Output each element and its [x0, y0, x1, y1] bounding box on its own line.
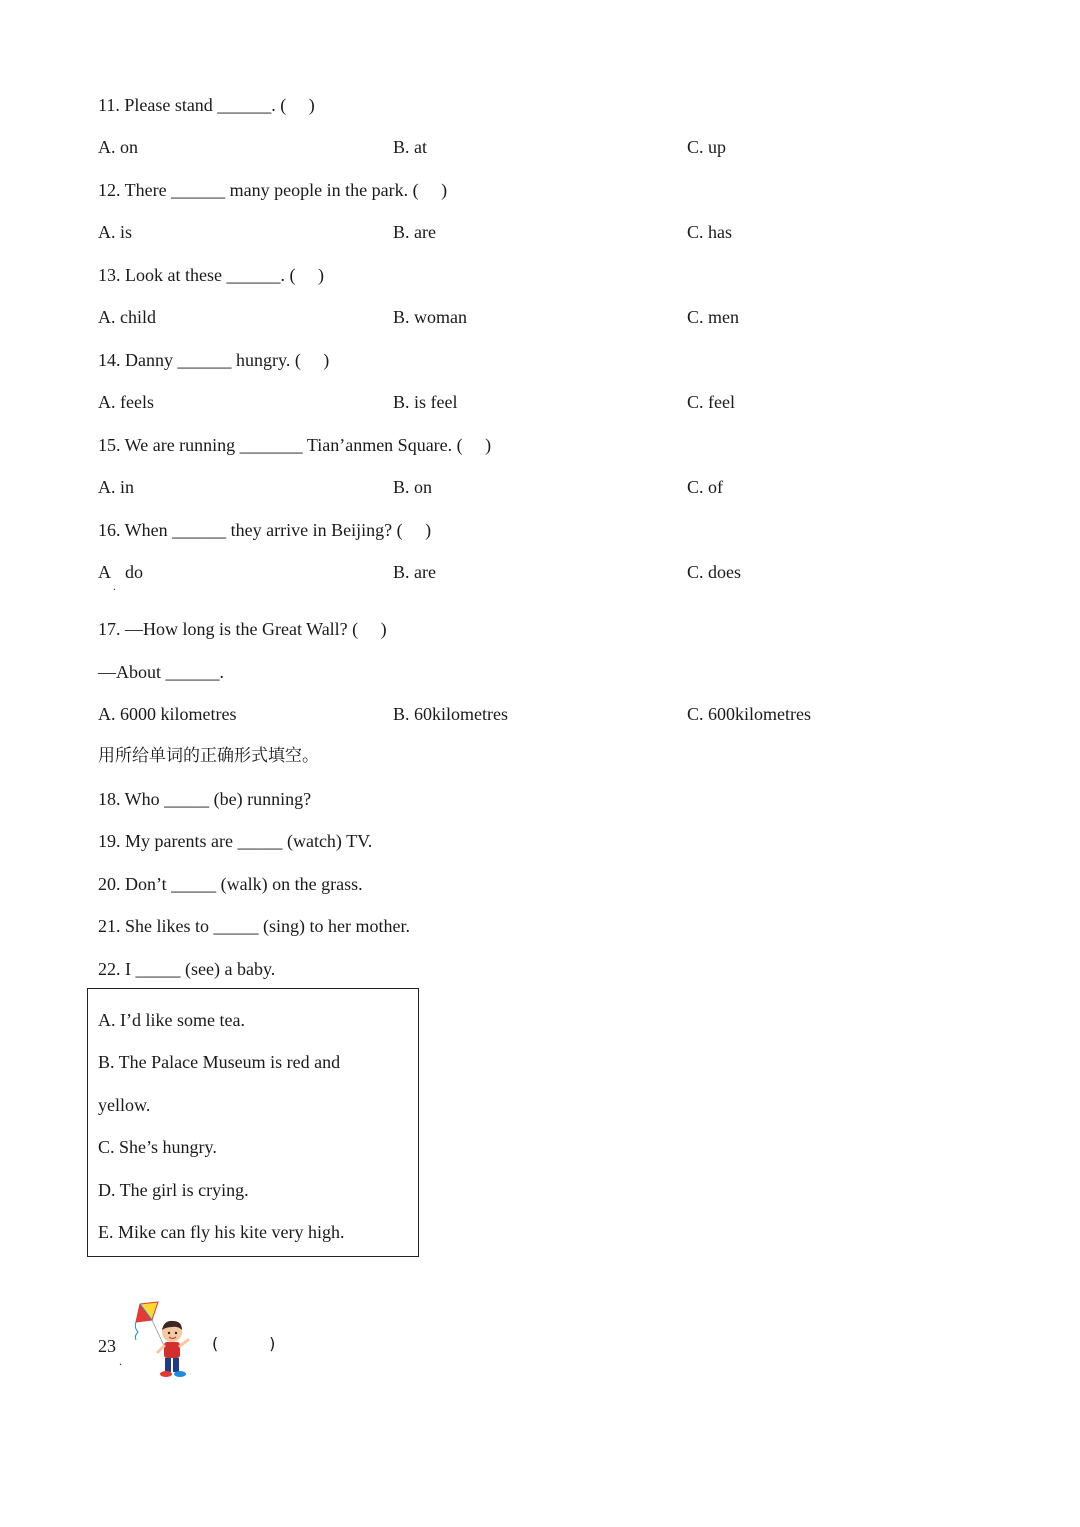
fill-in-22: 22. I _____ (see) a baby.: [98, 959, 276, 979]
box-option-b-continued: yellow.: [98, 1095, 151, 1115]
boy-flying-kite-icon: [126, 1300, 198, 1384]
question-14-stem: 14. Danny ______ hungry. ( ): [98, 350, 330, 370]
q13-option-c: C. men: [687, 307, 739, 327]
q11-option-a: A. on: [98, 137, 138, 157]
section-instruction: 用所给单词的正确形式填空。: [98, 746, 319, 766]
q13-option-a: A. child: [98, 307, 156, 327]
q16-option-a-letter: A: [98, 562, 111, 582]
q17-option-c: C. 600kilometres: [687, 704, 811, 724]
question-12-stem: 12. There ______ many people in the park. ( ): [98, 180, 448, 200]
q11-option-b: B. at: [393, 137, 427, 157]
q15-option-b: B. on: [393, 477, 433, 497]
question-23-number: 23: [98, 1336, 116, 1356]
q13-option-b: B. woman: [393, 307, 467, 327]
box-option-d: D. The girl is crying.: [98, 1180, 249, 1200]
box-option-c: C. She’s hungry.: [98, 1137, 217, 1157]
q14-option-c: C. feel: [687, 392, 735, 412]
question-17-stem-2: —About ______.: [98, 662, 224, 682]
q16-option-a-dot: .: [113, 579, 116, 593]
q15-option-c: C. of: [687, 477, 723, 497]
question-11-stem: 11. Please stand ______. ( ): [98, 95, 315, 115]
question-15-stem: 15. We are running _______ Tian’anmen Square. ( ): [98, 435, 492, 455]
q12-option-a: A. is: [98, 222, 133, 242]
q15-option-a: A. in: [98, 477, 134, 497]
q16-option-a-word: do: [125, 562, 143, 582]
q14-option-b: B. is feel: [393, 392, 458, 412]
fill-in-20: 20. Don’t _____ (walk) on the grass.: [98, 874, 363, 894]
fill-in-18: 18. Who _____ (be) running?: [98, 789, 312, 809]
question-17-stem: 17. —How long is the Great Wall? ( ): [98, 619, 387, 639]
box-option-b: B. The Palace Museum is red and: [98, 1052, 341, 1072]
q17-option-a: A. 6000 kilometres: [98, 704, 237, 724]
fill-in-21: 21. She likes to _____ (sing) to her mother.: [98, 916, 410, 936]
question-13-stem: 13. Look at these ______. ( ): [98, 265, 324, 285]
q16-option-c: C. does: [687, 562, 741, 582]
q14-option-a: A. feels: [98, 392, 154, 412]
question-16-stem: 16. When ______ they arrive in Beijing? ( ): [98, 520, 432, 540]
q12-option-b: B. are: [393, 222, 436, 242]
q17-option-b: B. 60kilometres: [393, 704, 508, 724]
question-23-dot: .: [119, 1354, 122, 1368]
q11-option-c: C. up: [687, 137, 727, 157]
q12-option-c: C. has: [687, 222, 732, 242]
q16-option-b: B. are: [393, 562, 436, 582]
fill-in-19: 19. My parents are _____ (watch) TV.: [98, 831, 373, 851]
box-option-e: E. Mike can fly his kite very high.: [98, 1222, 345, 1242]
box-option-a: A. I’d like some tea.: [98, 1010, 245, 1030]
question-23-answer-blank: ( ): [212, 1334, 276, 1353]
